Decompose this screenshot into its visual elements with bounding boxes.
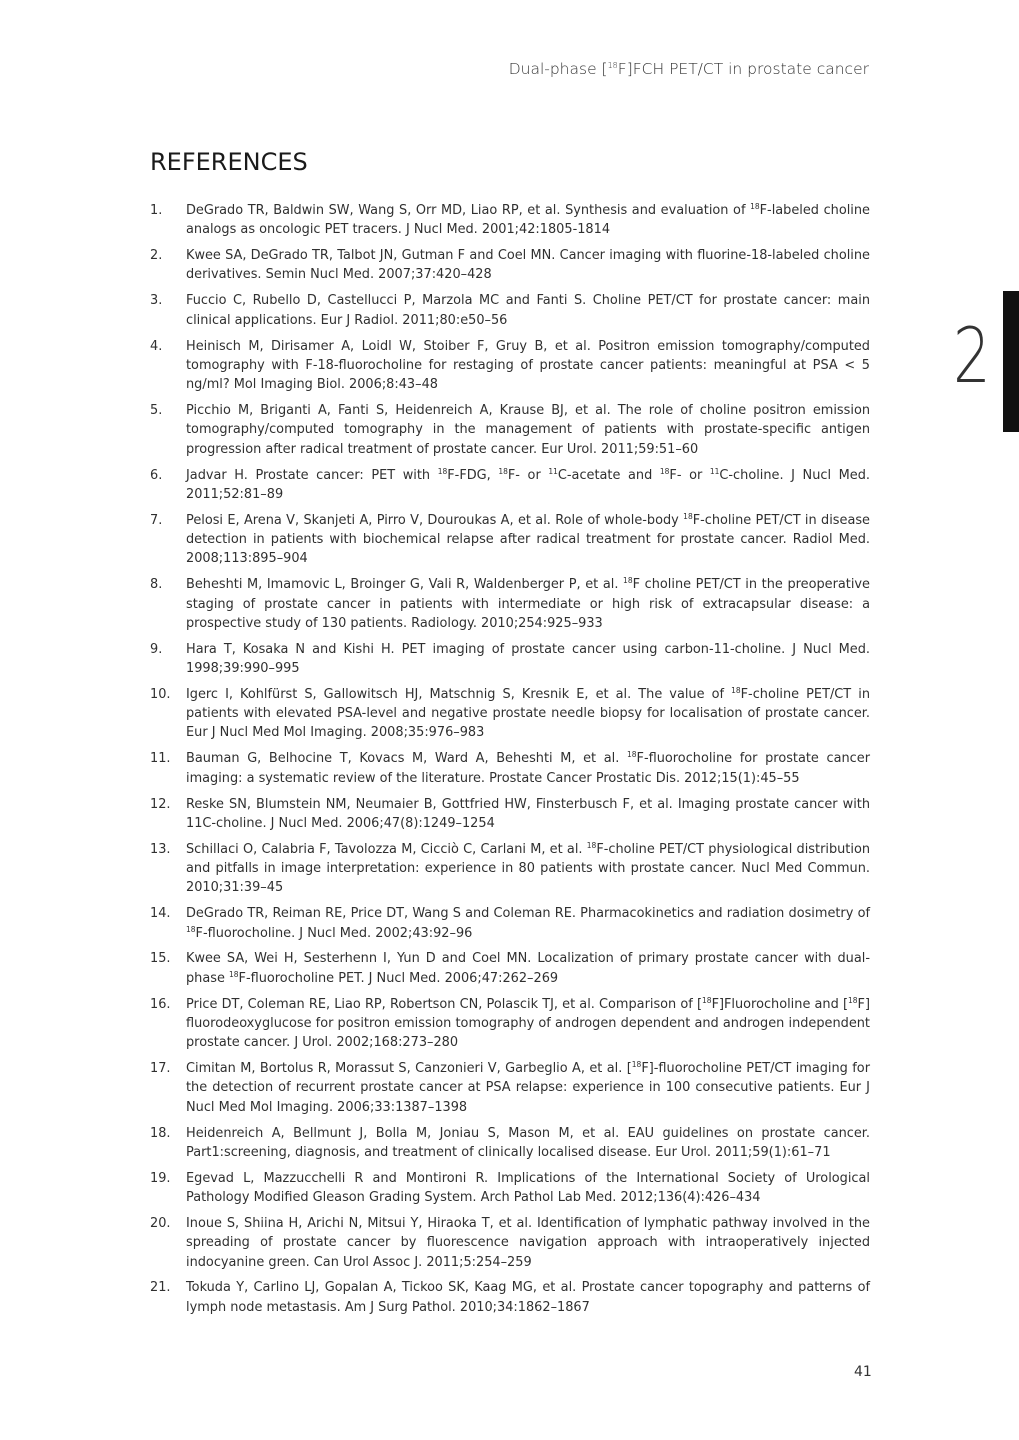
reference-item <box>150 291 870 330</box>
reference-text-segment: F choline PET/CT in the preoperative staging of prostate cancer in patients with intermediate or high risk of extracapsular disease: a prospective study of 130 patients. Radiology. 2010;254:925–933 <box>186 577 870 631</box>
section-title: REFERENCES <box>150 148 308 176</box>
reference-text-segment: F-fluorocholine for prostate cancer imaging: a systematic review of the literature. Prostate Cancer Prostatic Dis. 2012;15(1):45–55 <box>186 751 870 786</box>
isotope-superscript: 18 <box>498 466 508 476</box>
reference-text-segment: F-fluorocholine PET. J Nucl Med. 2006;47:262–269 <box>238 970 559 986</box>
reference-text-segment: Jadvar H. Prostate cancer: PET with <box>186 467 438 483</box>
reference-number: 17. <box>150 1061 171 1077</box>
reference-text <box>186 513 870 567</box>
running-head-superscript: 18 <box>607 61 618 70</box>
reference-text-segment: Igerc I, Kohlfürst S, Gallowitsch HJ, Matschnig S, Kresnik E, et al. The value of <box>186 686 732 702</box>
reference-text-segment: Heinisch M, Dirisamer A, Loidl W, Stoiber F, Gruy B, et al. Positron emission tomography/computed tomography with F-18-fluorocholine for restaging of prostate cancer patients: meaningful at PSA < 5 ng/ml? Mol Imaging Biol. 2006;8:43–48 <box>186 338 870 393</box>
reference-text <box>186 951 870 985</box>
reference-item <box>150 795 870 834</box>
isotope-superscript: 18 <box>586 840 597 850</box>
reference-list <box>150 201 870 1324</box>
reference-text <box>186 642 870 676</box>
reference-item <box>150 840 870 898</box>
reference-text-segment: DeGrado TR, Reiman RE, Price DT, Wang S and Coleman RE. Pharmacokinetics and radiation dosimetry of <box>186 906 870 922</box>
reference-text-segment: DeGrado TR, Baldwin SW, Wang S, Orr MD, Liao RP, et al. Synthesis and evaluation of <box>186 203 751 218</box>
reference-number: 3. <box>150 293 163 309</box>
running-head <box>509 60 869 78</box>
reference-item <box>150 201 870 240</box>
reference-number: 15. <box>150 951 171 967</box>
reference-number: 7. <box>150 512 163 528</box>
reference-item <box>150 1059 870 1117</box>
reference-item <box>150 949 870 988</box>
reference-number: 9. <box>150 641 163 657</box>
reference-text <box>186 687 870 741</box>
reference-text <box>186 1126 870 1160</box>
reference-item <box>150 904 870 943</box>
isotope-superscript: 18 <box>731 685 741 695</box>
isotope-superscript: 18 <box>683 511 693 521</box>
reference-text-segment: Kwee SA, DeGrado TR, Talbot JN, Gutman F and Coel MN. Cancer imaging with fluorine-18-labeled choline derivatives. Semin Nucl Med. 2007;37:420–428 <box>186 248 870 283</box>
reference-text-segment: F-choline PET/CT physiological distribution and pitfalls in image interpretation: experience in 80 patients with prostate cancer. Nucl Med Commun. 2010;31:39–45 <box>186 841 870 896</box>
reference-text-segment: C-choline. J Nucl Med. 2011;52:81–89 <box>186 467 870 502</box>
reference-number: 13. <box>150 841 171 857</box>
reference-text-segment: Reske SN, Blumstein NM, Neumaier B, Gottfried HW, Finsterbusch F, et al. Imaging prostate cancer with 11C-choline. J Nucl Med. 2006;47(8):1249–1254 <box>186 796 870 831</box>
reference-text-segment: F- or <box>507 467 549 483</box>
running-head-text-end: F]FCH PET/CT in prostate cancer <box>617 60 869 78</box>
reference-text <box>186 203 870 237</box>
reference-item <box>150 1278 870 1317</box>
isotope-superscript: 18 <box>750 202 760 211</box>
reference-number: 1. <box>150 203 163 218</box>
reference-text-segment: Tokuda Y, Carlino LJ, Gopalan A, Tickoo SK, Kaag MG, et al. Prostate cancer topography and patterns of lymph node metastasis. Am J Surg Pathol. 2010;34:1862–1867 <box>186 1280 870 1315</box>
reference-item <box>150 575 870 633</box>
reference-item <box>150 401 870 459</box>
reference-text-segment: C-acetate and <box>557 467 660 483</box>
reference-text <box>186 1280 870 1314</box>
reference-number: 18. <box>150 1125 171 1141</box>
reference-text-segment: F-labeled choline analogs as oncologic PET tracers. J Nucl Med. 2001;42:1805-1814 <box>186 203 870 238</box>
reference-item <box>150 685 870 743</box>
isotope-superscript: 11 <box>709 466 720 476</box>
reference-text-segment: F-fluorocholine. J Nucl Med. 2002;43:92–96 <box>195 925 473 941</box>
reference-text-segment: Heidenreich A, Bellmunt J, Bolla M, Joniau S, Mason M, et al. EAU guidelines on prostate cancer. Part1:screening, diagnosis, and treatment of clinically localised disease. Eur Urol. 2011;59(1):61–71 <box>186 1125 870 1160</box>
chapter-tab-marker <box>1003 291 1019 432</box>
isotope-superscript: 18 <box>847 995 858 1005</box>
reference-text <box>186 403 870 457</box>
reference-item <box>150 1124 870 1163</box>
reference-number: 14. <box>150 906 171 922</box>
reference-text <box>186 293 870 327</box>
reference-item <box>150 466 870 505</box>
reference-number: 6. <box>150 467 163 483</box>
reference-text <box>186 842 870 896</box>
reference-number: 11. <box>150 751 171 767</box>
reference-number: 19. <box>150 1170 171 1186</box>
reference-text <box>186 468 870 502</box>
isotope-superscript: 18 <box>627 750 637 760</box>
isotope-superscript: 18 <box>229 969 239 979</box>
reference-text-segment: Kwee SA, Wei H, Sesterhenn I, Yun D and Coel MN. Localization of primary prostate cancer with dual-phase <box>186 951 870 986</box>
reference-text-segment: F]Fluorocholine and [ <box>711 996 848 1012</box>
isotope-superscript: 18 <box>437 466 448 476</box>
reference-text-segment: F- or <box>669 467 710 483</box>
reference-item <box>150 1214 870 1272</box>
reference-text <box>186 1171 870 1205</box>
reference-text <box>186 751 870 785</box>
reference-number: 8. <box>150 577 163 593</box>
reference-text-segment: Hara T, Kosaka N and Kishi H. PET imaging of prostate cancer using carbon-11-choline. J Nucl Med. 1998;39:990–995 <box>186 641 870 676</box>
reference-text-segment: Inoue S, Shiina H, Arichi N, Mitsui Y, Hiraoka T, et al. Identification of lymphatic pathway involved in the spreading of prostate cancer by fluorescence navigation approach with intraoperatively injected indocyanine green. Can Urol Assoc J. 2011;5:254–259 <box>186 1215 870 1270</box>
chapter-number: 2 <box>953 311 991 400</box>
reference-text-segment: Cimitan M, Bortolus R, Morassut S, Canzonieri V, Garbeglio A, et al. [ <box>186 1061 632 1077</box>
reference-text <box>186 339 870 393</box>
reference-text <box>186 906 870 940</box>
page-number: 41 <box>854 1364 872 1380</box>
reference-text-segment: F-FDG, <box>447 467 499 483</box>
isotope-superscript: 18 <box>631 1060 642 1070</box>
reference-number: 21. <box>150 1280 171 1296</box>
reference-text-segment: F-choline PET/CT in patients with elevated PSA-level and negative prostate needle biopsy for localisation of prostate cancer. Eur J Nucl Med Mol Imaging. 2008;35:976–983 <box>186 686 870 741</box>
reference-number: 16. <box>150 996 171 1012</box>
isotope-superscript: 18 <box>659 466 670 476</box>
reference-text <box>186 248 870 282</box>
reference-item <box>150 995 870 1053</box>
reference-text-segment: F] fluorodeoxyglucose for positron emission tomography of androgen dependent and androgen independent prostate cancer. J Urol. 2002;168:273–280 <box>186 996 870 1051</box>
running-head-text-start: Dual-phase [ <box>508 60 608 78</box>
reference-number: 10. <box>150 686 171 702</box>
reference-text-segment: Pelosi E, Arena V, Skanjeti A, Pirro V, Douroukas A, et al. Role of whole-body <box>186 512 684 528</box>
reference-number: 20. <box>150 1215 171 1231</box>
reference-number: 12. <box>150 796 171 812</box>
reference-text-segment: Fuccio C, Rubello D, Castellucci P, Marzola MC and Fanti S. Choline PET/CT for prostate cancer: main clinical applications. Eur J Radiol. 2011;80:e50–56 <box>186 293 870 328</box>
reference-text <box>186 1216 870 1270</box>
reference-text-segment: Egevad L, Mazzucchelli R and Montironi R. Implications of the International Society of Urological Pathology Modified Gleason Grading System. Arch Pathol Lab Med. 2012;136(4):426–434 <box>186 1170 870 1206</box>
reference-item <box>150 640 870 679</box>
reference-item <box>150 511 870 569</box>
reference-text-segment: Price DT, Coleman RE, Liao RP, Robertson CN, Polascik TJ, et al. Comparison of [ <box>186 996 703 1012</box>
isotope-superscript: 18 <box>623 576 633 586</box>
reference-text-segment: Beheshti M, Imamovic L, Broinger G, Vali R, Waldenberger P, et al. <box>186 577 624 593</box>
reference-item <box>150 749 870 788</box>
reference-number: 2. <box>150 248 163 264</box>
reference-item <box>150 246 870 285</box>
isotope-superscript: 11 <box>548 466 558 476</box>
reference-text <box>186 1061 870 1115</box>
reference-text <box>186 797 870 831</box>
reference-item <box>150 337 870 395</box>
reference-text-segment: F-choline PET/CT in disease detection in patients with biochemical relapse after radical treatment for prostate cancer. Radiol Med. 2008;113:895–904 <box>186 512 870 567</box>
reference-text-segment: Picchio M, Briganti A, Fanti S, Heidenreich A, Krause BJ, et al. The role of choline positron emission tomography/computed tomography in the management of patients with prostate-specific antigen progression after radical treatment of prostate cancer. Eur Urol. 2011;59:51–60 <box>186 403 870 457</box>
reference-text <box>186 577 870 631</box>
reference-text <box>186 997 870 1051</box>
reference-text-segment: Bauman G, Belhocine T, Kovacs M, Ward A, Beheshti M, et al. <box>186 751 627 767</box>
reference-item <box>150 1169 870 1208</box>
reference-text-segment: Schillaci O, Calabria F, Tavolozza M, Cicciò C, Carlani M, et al. <box>186 841 587 857</box>
isotope-superscript: 18 <box>702 995 712 1005</box>
reference-text-segment: F]-fluorocholine PET/CT imaging for the detection of recurrent prostate cancer at PSA relapse: experience in 100 consecutive patients. Eur J Nucl Med Mol Imaging. 2006;33:1387–1398 <box>186 1061 870 1115</box>
reference-number: 4. <box>150 338 163 354</box>
reference-number: 5. <box>150 403 163 419</box>
isotope-superscript: 18 <box>186 924 196 934</box>
